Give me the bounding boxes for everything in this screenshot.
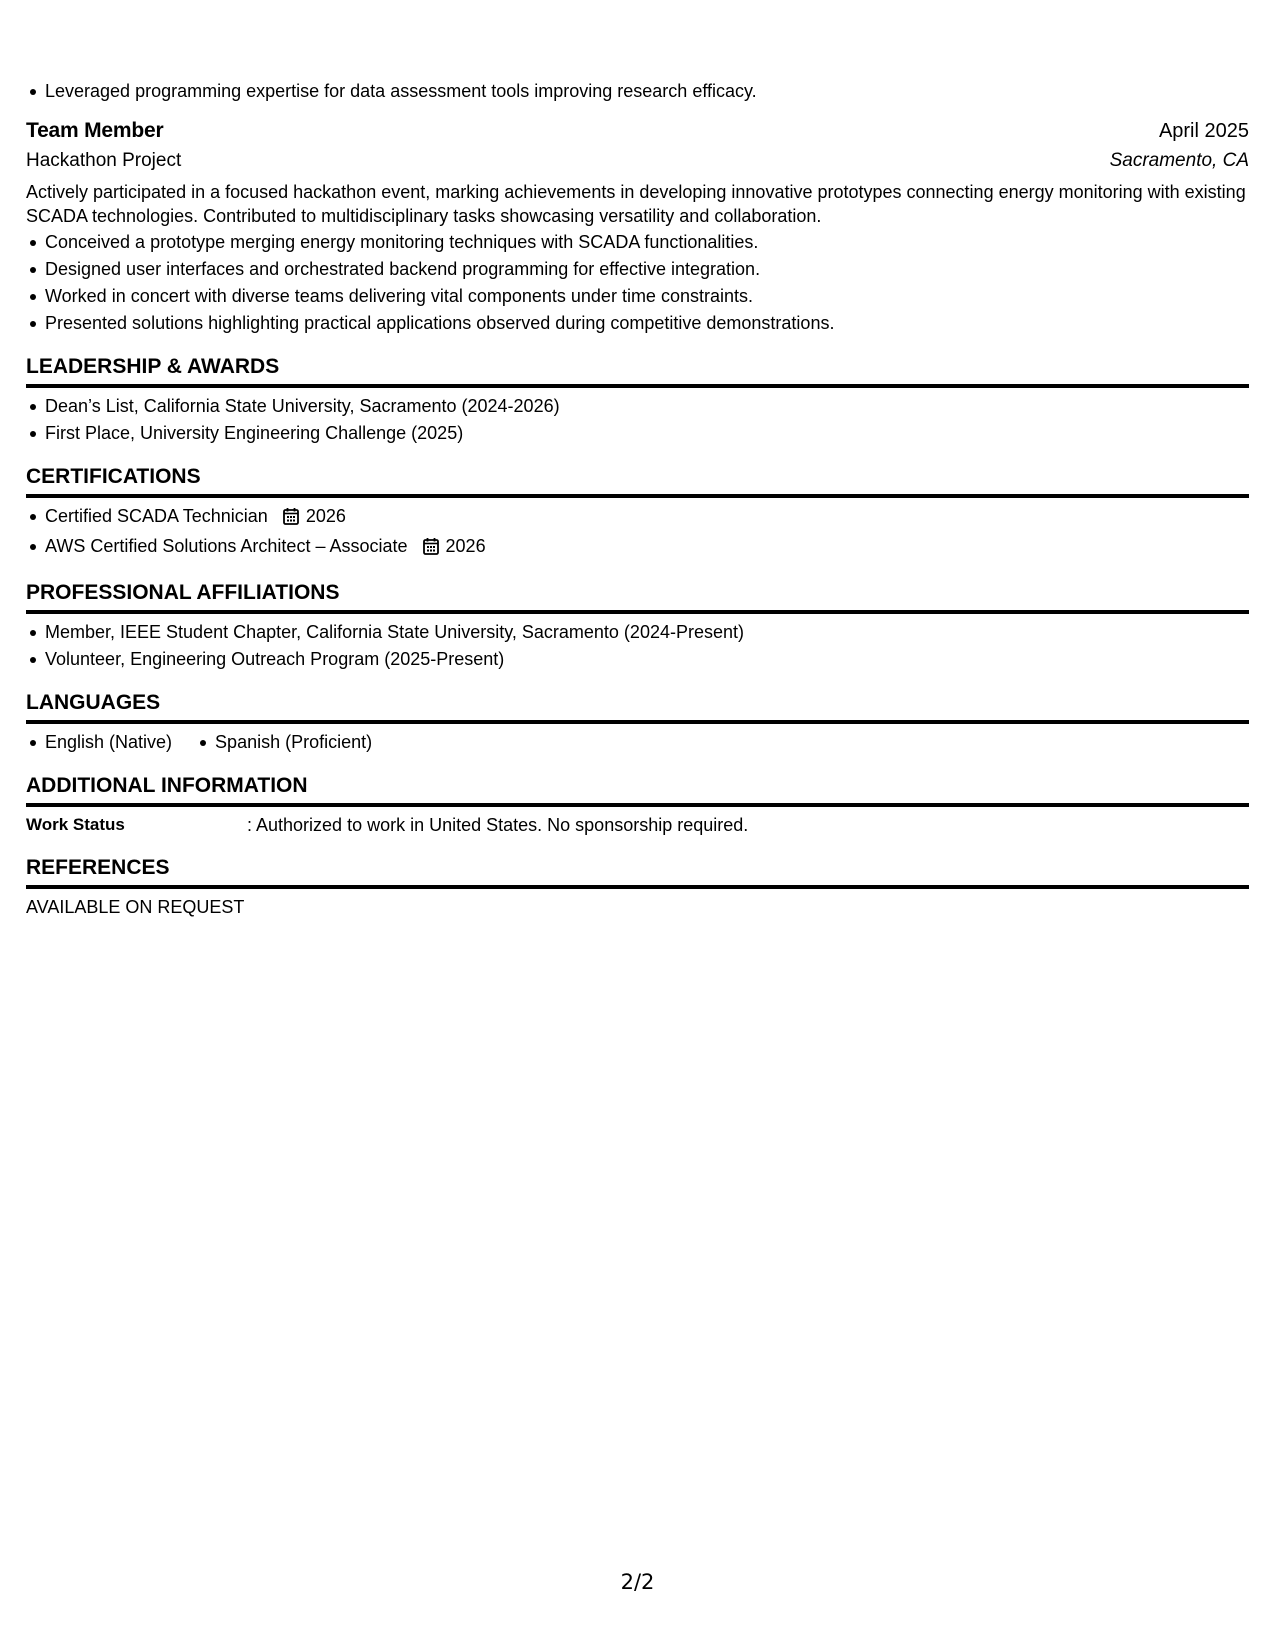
list-item: Dean’s List, California State University, Sacramento (2024-2026) — [45, 393, 1249, 420]
resume-page — [26, 74, 1249, 920]
work-status-label: Work Status — [26, 815, 125, 834]
list-item: First Place, University Engineering Challenge (2025) — [45, 420, 1249, 447]
section-title-additional-information: ADDITIONAL INFORMATION — [26, 772, 1249, 807]
certifications-list — [26, 503, 1249, 563]
job-date: April 2025 — [1158, 120, 1249, 142]
job-bullets — [26, 229, 1249, 337]
job-header — [26, 116, 1249, 146]
list-item: Volunteer, Engineering Outreach Program (2025-Present) — [45, 646, 1249, 673]
work-status-value: : Authorized to work in United States. No sponsorship required. — [247, 815, 749, 835]
previous-job-bullets — [26, 78, 1249, 105]
section-title-references: REFERENCES — [26, 854, 1249, 889]
certification-year: 2026 — [445, 536, 486, 556]
job-description: Actively participated in a focused hackathon event, marking achievements in developing innovative prototypes connecting energy monitoring with existing SCADA technologies. Contributed to multidisciplinary tasks showcasing versatility and collaboration. — [26, 182, 1246, 226]
work-status-row — [26, 812, 1249, 838]
language-item: English (Native) — [45, 729, 172, 756]
list-item: Presented solutions highlighting practical applications observed during competitive demonstrations. — [45, 310, 1249, 337]
list-item: Member, IEEE Student Chapter, California State University, Sacramento (2024-Present) — [45, 619, 1249, 646]
certification-item — [45, 533, 1249, 563]
page-number: 2/2 — [620, 1570, 655, 1594]
job-location: Sacramento, CA — [1109, 150, 1249, 171]
affiliations-list — [26, 619, 1249, 673]
section-title-leadership: LEADERSHIP & AWARDS — [26, 353, 1249, 388]
experience-entry — [26, 116, 1249, 337]
certification-name: AWS Certified Solutions Architect – Associate — [45, 536, 408, 556]
section-title-certifications: CERTIFICATIONS — [26, 463, 1249, 498]
references-text: AVAILABLE ON REQUEST — [26, 897, 245, 917]
section-title-languages: LANGUAGES — [26, 689, 1249, 724]
section-title-affiliations: PROFESSIONAL AFFILIATIONS — [26, 579, 1249, 614]
leadership-list — [26, 393, 1249, 447]
calendar-icon — [423, 536, 439, 563]
job-subheader — [26, 146, 1249, 176]
job-title: Team Member — [26, 119, 164, 142]
list-item: Leveraged programming expertise for data assessment tools improving research efficacy. — [45, 78, 1249, 105]
certification-name: Certified SCADA Technician — [45, 506, 268, 526]
list-item: Conceived a prototype merging energy monitoring techniques with SCADA functionalities. — [45, 229, 1249, 256]
list-item: Worked in concert with diverse teams delivering vital components under time constraints. — [45, 283, 1249, 310]
certification-year: 2026 — [305, 506, 346, 526]
languages-list — [26, 729, 1249, 756]
list-item: Designed user interfaces and orchestrated backend programming for effective integration. — [45, 256, 1249, 283]
certification-item — [45, 503, 1249, 533]
language-item: Spanish (Proficient) — [215, 729, 372, 756]
job-organization: Hackathon Project — [26, 150, 182, 171]
calendar-icon — [283, 506, 299, 533]
